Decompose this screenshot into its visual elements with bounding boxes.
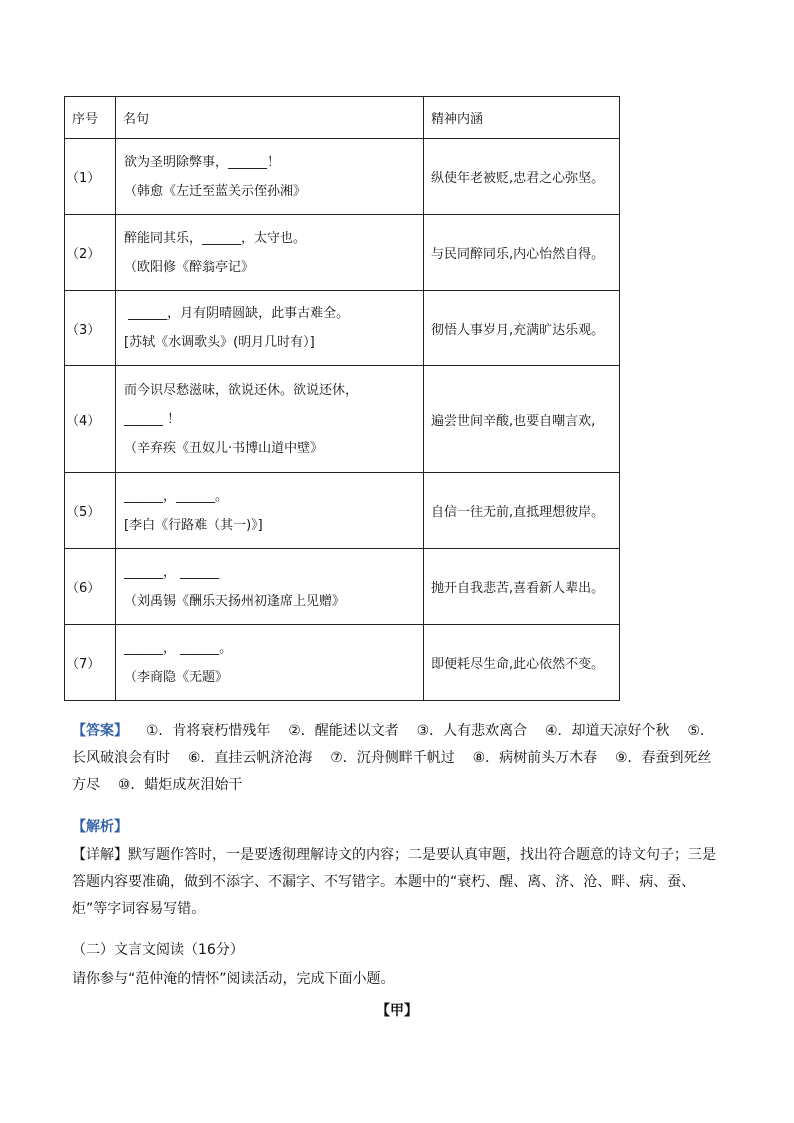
answer-item: ⑥．直挂云帆济沧海 bbox=[187, 750, 313, 766]
quote-source: [李白《行路难（其一)》] bbox=[124, 517, 263, 533]
row-quote bbox=[116, 549, 424, 625]
quote-line: ______， ______。 bbox=[124, 640, 233, 656]
answer-item: ⑨．春蚕到死丝方尽 bbox=[72, 750, 712, 793]
analysis-label: 【解析】 bbox=[72, 819, 128, 835]
answer-item: ③．人有悲欢离合 bbox=[416, 723, 528, 739]
header-number: 序号 bbox=[65, 97, 116, 139]
row-quote bbox=[116, 215, 424, 291]
table-row bbox=[65, 473, 620, 549]
row-meaning: 即便耗尽生命,此心依然不变。 bbox=[424, 625, 620, 701]
answer-item: ⑩．蜡炬成灰泪始干 bbox=[117, 777, 243, 793]
quote-line: 欲为圣明除弊事，______！ bbox=[124, 154, 281, 170]
section-heading: （二）文言文阅读（16分） bbox=[72, 942, 244, 958]
answer-item: ⑧．病树前头万木春 bbox=[472, 750, 598, 766]
row-quote bbox=[116, 473, 424, 549]
quote-source: （李商隐《无题》 bbox=[124, 669, 229, 685]
section-instruction: 请你参与“范仲淹的情怀”阅读活动，完成下面小题。 bbox=[72, 971, 395, 987]
table-row bbox=[65, 366, 620, 473]
detail-text: 默写题作答时，一是要透彻理解诗文的内容；二是要认真审题，找出符合题意的诗文句子；三是答题内容要准确，做到不添字、不漏字、不写错字。本题中的“衰朽、醒、离、济、沧、畔、病、蚕、炬”等字词容易写错。 bbox=[72, 847, 716, 917]
row-quote bbox=[116, 291, 424, 366]
quote-line: ______，______。 bbox=[124, 488, 229, 504]
header-meaning: 精神内涵 bbox=[424, 97, 620, 139]
analysis-heading bbox=[72, 814, 724, 841]
poem-table bbox=[64, 96, 620, 701]
answer-item: ⑤．长风破浪会有时 bbox=[72, 723, 714, 766]
row-meaning: 彻悟人事岁月,充满旷达乐观。 bbox=[424, 291, 620, 366]
table-row bbox=[65, 549, 620, 625]
row-number: （4） bbox=[65, 366, 116, 473]
row-number: （2） bbox=[65, 215, 116, 291]
quote-line: ______， ______ bbox=[124, 564, 220, 580]
answer-label: 【答案】 bbox=[72, 723, 128, 739]
row-quote bbox=[116, 139, 424, 215]
quote-line: ______，月有阴晴圆缺，此事古难全。 bbox=[124, 306, 350, 321]
row-number: （7） bbox=[65, 625, 116, 701]
quote-line: 而今识尽愁滋味，欲说还休。欲说还休， bbox=[124, 382, 359, 398]
row-meaning: 抛开自我悲苦,喜看新人辈出。 bbox=[424, 549, 620, 625]
table-row bbox=[65, 625, 620, 701]
quote-source: （欧阳修《醉翁亭记》 bbox=[124, 259, 255, 275]
row-meaning: 自信一往无前,直抵理想彼岸。 bbox=[424, 473, 620, 549]
answer-item: ④．却道天凉好个秋 bbox=[544, 723, 670, 739]
row-meaning: 纵使年老被贬,忠君之心弥坚。 bbox=[424, 139, 620, 215]
part-title: 【甲】 bbox=[376, 1003, 418, 1019]
quote-line: ______ ！ bbox=[124, 411, 181, 427]
quote-source: [苏轼《水调歌头》(明月几时有）] bbox=[124, 335, 315, 350]
row-quote bbox=[116, 625, 424, 701]
table-row bbox=[65, 139, 620, 215]
detail-label: 【详解】 bbox=[72, 847, 128, 863]
row-number: （6） bbox=[65, 549, 116, 625]
quote-source: （刘禹锡《酬乐天扬州初逢席上见赠》 bbox=[124, 593, 346, 609]
quote-line: 醉能同其乐，______，太守也。 bbox=[124, 230, 307, 246]
row-meaning: 与民同醉同乐,内心怡然自得。 bbox=[424, 215, 620, 291]
answer-block bbox=[72, 718, 724, 799]
row-meaning: 遍尝世间辛酸,也要自嘲言欢, bbox=[424, 366, 620, 473]
answer-item: ①．肯将衰朽惜残年 bbox=[145, 723, 271, 739]
header-quote: 名句 bbox=[116, 97, 424, 139]
table-row bbox=[65, 291, 620, 366]
table-row bbox=[65, 215, 620, 291]
row-number: （5） bbox=[65, 473, 116, 549]
answer-item: ⑦．沉舟侧畔千帆过 bbox=[330, 750, 455, 766]
row-number: （1） bbox=[65, 139, 116, 215]
quote-source: （辛弃疾《丑奴儿·书博山道中壁》 bbox=[124, 440, 324, 456]
quote-source: （韩愈《左迁至蓝关示侄孙湘》 bbox=[124, 183, 307, 199]
row-quote bbox=[116, 366, 424, 473]
analysis-detail bbox=[72, 842, 724, 923]
answer-item: ②．醒能述以文者 bbox=[288, 723, 399, 739]
row-number: （3） bbox=[65, 291, 116, 366]
